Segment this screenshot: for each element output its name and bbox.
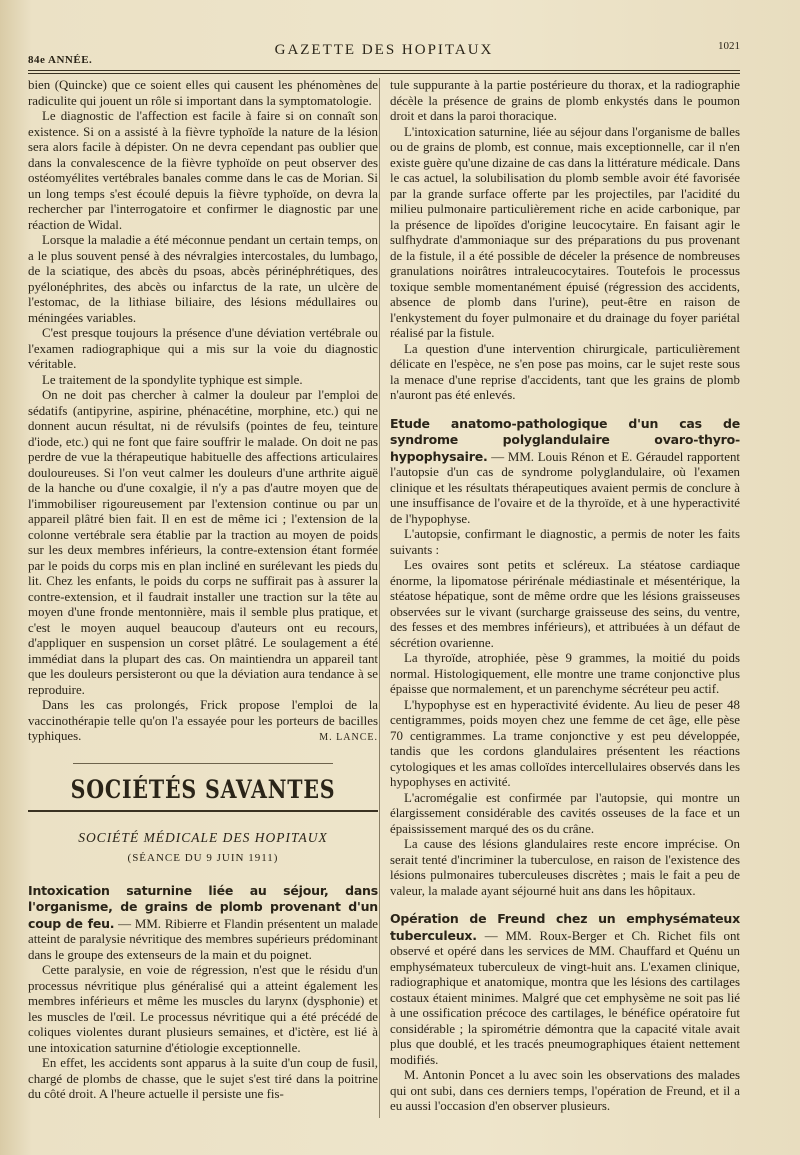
paragraph: L'intoxication saturnine, liée au séjour dans l'organisme de balles ou de grains de plomb, est connue, mais exceptionnelle, car il n'en existe guère qu'une dizaine de cas dans la littérature médicale. Dans le cas actuel, la solubilisation du plomb semble avoir été favorisée par la grande surface offerte par les projectiles, par l'acidité du milieu pulmonaire particulièrement riche en acide carbonique, par la présence de lipoïdes d'origine leucocytaire. En faisant agir le sulfhydrate d'ammoniaque sur des préparations du pus provenant de la fistule, il a été possible de déceler la présence de nombreuses granulations noirâtres intraleucocytaires. Toutefois le processus toxique semble momentanément épuisé (régression des accidents, absence de plomb dans l'urine), peut-être en raison de l'enkystement du foyer pulmonaire et du drainage du foyer pariétal réalisé par la fistule. (390, 124, 740, 340)
page-header (28, 40, 740, 70)
paragraph: Les ovaires sont petits et scléreux. La stéatose cardiaque énorme, la lipomatose périrénale médiastinale et mésentérique, la stéatose hépatique, sont de même ordre que les lésions graisseuses observées sur le vivant (surcharge graisseuse des seins, du ventre, des fesses et des membres inférieurs), et attribuées à un défaut de sécrétion ovarienne. (390, 558, 740, 650)
paragraph: La thyroïde, atrophiée, pèse 9 grammes, la moitié du poids normal. Histologiquement, elle montre une trame conjonctive plus épaisse que normalement, et un parenchyme sécréteur peu actif. (390, 651, 740, 696)
paragraph: On ne doit pas chercher à calmer la douleur par l'emploi de sédatifs (antipyrine, aspirine, phénacétine, morphine, etc.) qui ne donnent aucun résultat, ni de révulsifs (pointes de feu, teinture d'iode, etc.) qui ne font que faire souffrir le malade. On doit ne pas perdre de vue la thérapeutique habituelle des affections articulaires douloureuses. Si l'on veut calmer les douleurs d'une arthrite aiguë de la hanche ou d'une coxalgie, il n'y a pas d'autre moyen que de l'immobiliser rigoureusement par l'extension continue ou par un appareil plâtré bien fait. Il en est de même ici ; l'extension de la colonne vertébrale sera établie par la traction au moyen de poids sur les deux membres inférieurs, la contre-extension étant formée par le poids du corps mis en plan incliné en surélevant les pieds du lit. Chez les enfants, le poids du corps ne suffirait pas à assurer la contre-extension, et il faudrait installer une traction sur la tête au moyen d'une fronde mentonnière, mais il semble plus pratique, et c'est le moyen auquel beaucoup d'auteurs ont eu recours, d'appliquer en suspension un corset plâtré. Le soulagement a été immédiat dans la plupart des cas. On maintiendra un appareil tant que les douleurs persisteront ou que la déviation aura tendance à se reproduire. (28, 388, 378, 697)
article-authors: — MM. Ribierre et Flandin présentent un malade atteint de paralysie névritique des membres supérieurs prédominant dans le groupe des extenseurs de la main et du poignet. (28, 916, 378, 962)
article-title: Intoxication saturnine liée au séjour, dans l'organisme, de grains de plomb provenant d'un coup de feu. (28, 882, 378, 931)
paragraph: L'acromégalie est confirmée par l'autopsie, qui montre un élargissement considérable des cavités osseuses de la face et un épaississement marqué des os du crâne. (390, 790, 740, 836)
paragraph: tule suppurante à la partie postérieure du thorax, et la radiographie décèle la présence de grains de plomb enkystés dans le poumon droit et dans la paroi thoracique. (390, 78, 740, 123)
paragraph: C'est presque toujours la présence d'une déviation vertébrale ou l'examen radiographique qui a mis sur la voie du diagnostic véritable. (28, 326, 378, 371)
paragraph: En effet, les accidents sont apparus à la suite d'un coup de fusil, chargé de plombs de chasse, que le sujet s'est tiré dans la poitrine du côté droit. A l'heure actuelle il persiste une fis- (28, 1056, 378, 1101)
paragraph: bien (Quincke) que ce soient elles qui causent les phénomènes de radiculite qui jouent un rôle si important dans la symptomatologie. (28, 78, 378, 108)
section-divider (73, 763, 333, 764)
spacer (390, 899, 740, 911)
society-name: SOCIÉTÉ MÉDICALE DES HOPITAUX (78, 829, 328, 845)
paragraph: Cette paralysie, en voie de régression, n'est que le résidu d'un processus névritique plus généralisé qui a atteint également les membres inférieurs et même les muscles du larynx (dysphonie) et les muscles de l'œil. Le processus névritique qui a été précédé de coliques violentes durant plusieurs semaines, et d'ictère, est lié à une intoxication saturnine d'étiologie exceptionnelle. (28, 963, 378, 1055)
paragraph: La question d'une intervention chirurgicale, particulièrement délicate en l'espèce, ne s'en pose pas moins, car le sujet reste sous la menace d'une reprise d'accidents, tant que les grains de plomb n'auront pas été enlevés. (390, 341, 740, 402)
session-date: (SÉANCE DU 9 JUIN 1911) (127, 852, 279, 864)
header-rule-bottom (28, 73, 740, 74)
paragraph: L'hypophyse est en hyperactivité évidente. Au lieu de peser 48 centigrammes, poids moyen chez une femme de cet âge, elle pèse 70 centigrammes. La trame conjonctive y est peu développée, tandis que les cordons glandulaires présentent les réactions cytologiques et les amas colloïdes intercellulaires observés dans les hypophyses en activité. (390, 697, 740, 789)
header-rule-top (28, 70, 740, 71)
year-label: 84e ANNÉE. (28, 54, 93, 66)
author-signature: M. LANCE. (319, 731, 378, 743)
article-title: Etude anatomo-pathologique d'un cas de syndrome polyglandulaire ovaro-thyro-hypophysaire. (390, 415, 740, 464)
page-number: 1021 (718, 40, 740, 52)
section-title: SOCIÉTÉS SAVANTES (70, 775, 336, 804)
paragraph: L'autopsie, confirmant le diagnostic, a permis de noter les faits suivants : (390, 527, 740, 557)
paragraph: M. Antonin Poncet a lu avec soin les observations des malades qui ont subi, dans ces derniers temps, l'opération de Freund, et il a eu aussi l'occasion d'en observer plusieurs. (390, 1068, 740, 1113)
article-authors: — MM. Louis Rénon et E. Géraudel rapportent l'autopsie d'un cas de syndrome polyglandulaire, où l'examen clinique et les résultats thérapeutiques avaient permis de conclure à une insuffisance de l'ovaire et de la thyroïde, et à une hyperactivité de l'hypophyse. (390, 449, 740, 526)
paragraph: Le diagnostic de l'affection est facile à faire si on connaît son existence. Si on a assisté à la fièvre typhoïde la nature de la lésion sera alors facile à dépister. On ne devra cependant pas oublier que dans la convalescence de la fièvre typhoïde on peut observer des ostéomyélites vertébrales banales comme dans le cas de Morian. Si un long temps s'est écoulé depuis la fièvre typhoïde, on devra la rechercher par l'interrogatoire et confirmer le diagnostic par une réaction de Widal. (28, 109, 378, 232)
article-title: Opération de Freund chez un emphysémateux tuberculeux. (390, 911, 740, 943)
right-column (390, 78, 740, 1115)
section-rule (28, 810, 378, 812)
journal-title: GAZETTE DES HOPITAUX (274, 42, 494, 58)
left-column (28, 78, 378, 1103)
paragraph: Le traitement de la spondylite typhique est simple. (42, 372, 303, 387)
paragraph: Lorsque la maladie a été méconnue pendant un certain temps, on a le plus souvent pensé à des névralgies intercostales, du lumbago, de la sciatique, des abcès du psoas, abcès périnéphrétiques, des pyélonéphrites, des abcès ou infarctus de la rate, un ulcère de l'estomac, de la lithiase biliaire, des lésions médullaires ou méningées variables. (28, 233, 378, 325)
article-intro (28, 883, 378, 964)
article-authors: — MM. Roux-Berger et Ch. Richet fils ont observé et opéré dans les services de MM. Chauffard et Quénu un emphysémateux tuberculeux de vingt-huit ans. L'examen clinique, radiographique et anatomique, montra que les lésions des cartilages costaux étaient minimes. Malgré que cet emphysème ne soit pas lié à une ossification précoce des cartilages, le bénéfice opératoire fut considérable ; la spirométrie démontra que la capacité vitale avait plus que doublé, et les tracés pneumographiques étaient nettement modifiés. (390, 928, 740, 1067)
article-intro (390, 911, 740, 1068)
column-separator (379, 78, 380, 1118)
article-intro (390, 416, 740, 528)
spacer (390, 404, 740, 416)
paragraph: Dans les cas prolongés, Frick propose l'emploi de la vaccinothérapie telle qu'on l'a essayée pour les porteurs de bacilles typhiques. (28, 698, 378, 743)
paragraph: La cause des lésions glandulaires reste encore imprécise. On serait tenté d'incriminer la tuberculose, en raison de l'existence des lésions pulmonaires tuberculeuses discrètes ; mais le fait a peu de valeur, la malade ayant séjourné huit ans dans les hôpitaux. (390, 837, 740, 898)
